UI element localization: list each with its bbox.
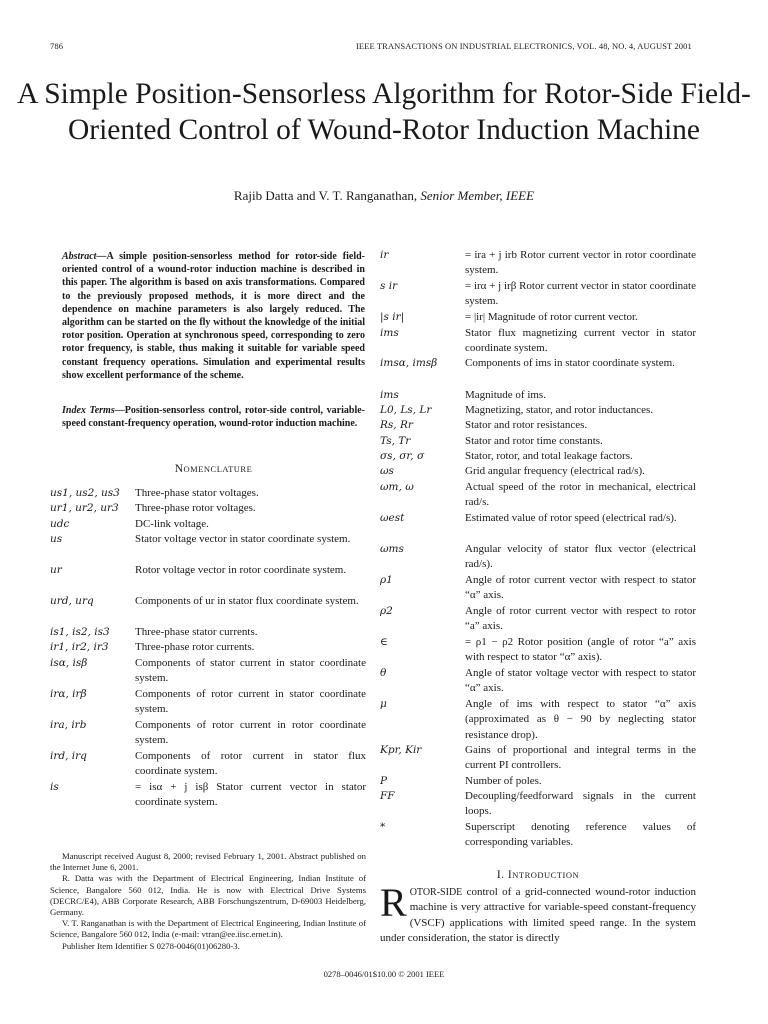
nomenclature-definition: Three-phase rotor currents. [135,641,255,653]
nomenclature-symbol: isα, isβ [50,657,88,669]
section-heading-introduction [380,869,696,881]
nomenclature-definition: Estimated value of rotor speed (electrical rad/s). [465,512,677,524]
intro-lead-caps: OTOR-SIDE [409,887,463,898]
nomenclature-definition: Actual speed of the rotor in mechanical, electrical rad/s. [465,481,696,509]
author-grade: Senior Member, IEEE [420,188,535,203]
nomenclature-symbol: ωm, ω [380,481,414,493]
footnote-publisher-id: Publisher Item Identifier S 0278-0046(01)06280-3. [62,940,240,951]
nomenclature-definition: Number of poles. [465,775,542,787]
nomenclature-symbol: ρ1 [380,574,393,586]
nomenclature-symbol: us [50,533,63,545]
nomenclature-definition: Three-phase rotor voltages. [135,502,256,514]
nomenclature-definition: = isα + j isβ Stator current vector in stator coordinate system. [135,781,366,809]
footnotes [50,851,366,952]
nomenclature-definition: Decoupling/feedforward signals in the current loops. [465,790,696,818]
nomenclature-symbol: θ [380,667,387,679]
nomenclature-definition: Stator flux magnetizing current vector in stator coordinate system. [465,327,696,355]
nomenclature-definition: Gains of proportional and integral terms in the current PI controllers. [465,744,696,772]
section-heading-initial: I [507,869,513,881]
nomenclature-symbol: is [50,781,59,793]
nomenclature-definition: Components of ims in stator coordinate system. [465,357,675,369]
nomenclature-symbol: ωms [380,543,404,555]
index-terms-text: Position-sensorless control, rotor-side control, variable-speed constant-frequency operation, wound-rotor induction machine. [62,405,365,430]
nomenclature-symbol: * [380,821,386,833]
nomenclature-heading-rest: OMENCLATURE [183,464,253,474]
nomenclature-symbol: Ts, Tr [380,435,411,447]
nomenclature-symbol: ωest [380,512,405,524]
nomenclature-definition: Components of stator current in stator coordinate system. [135,657,366,685]
nomenclature-definition: Angle of stator voltage vector with respect to stator “α” axis. [465,667,696,695]
nomenclature-definition: Magnitude of ims. [465,389,546,401]
page-number: 786 [50,41,64,51]
nomenclature-symbol: ur1, ur2, ur3 [50,502,119,514]
footnote-author-ranganathan: V. T. Ranganathan is with the Department of Electrical Engineering, Indian Institute of Science, Bangalore 560 012, India (e-mail: vtran@ee.iisc.ernet.in). [50,918,366,940]
nomenclature-symbol: μ [380,698,387,710]
nomenclature-symbol: ρ2 [380,605,393,617]
nomenclature-symbol: us1, us2, us3 [50,487,120,499]
nomenclature-symbol: ims [380,389,399,401]
footnote-author-datta: R. Datta was with the Department of Electrical Engineering, Indian Institute of Science, Bangalore 560 012, India. He is now with Electrical Drive Systems (DECRC/E4), ABB Corporate Research, ABB Forschungszentrum, D-69003 Heidelberg, Germany. [50,873,366,918]
nomenclature-definition: Angular velocity of stator flux vector (electrical rad/s). [465,543,696,571]
nomenclature-definition: Superscript denoting reference values of corresponding variables. [465,821,696,849]
nomenclature-symbol: is1, is2, is3 [50,626,110,638]
abstract-label: Abstract— [62,251,107,262]
index-terms-label: Index Terms— [62,405,125,416]
section-heading-rest: NTRODUCTION [512,870,580,880]
nomenclature-symbol: irα, irβ [50,688,87,700]
nomenclature-heading-initial: N [174,463,184,475]
nomenclature-definition: Stator and rotor time constants. [465,435,603,447]
nomenclature-symbol: ir1, ir2, ir3 [50,641,109,653]
nomenclature-symbol: P [380,775,388,787]
paper-title: A Simple Position-Sensorless Algorithm for Rotor-Side Field-Oriented Control of Wound-Rotor Induction Machine [17,78,751,146]
abstract [62,250,365,382]
nomenclature-symbol: imsα, imsβ [380,357,438,369]
nomenclature-symbol: ∈ [380,636,388,648]
author-names: Rajib Datta and V. T. Ranganathan [233,188,414,203]
nomenclature-symbol: Rs, Rr [380,419,413,431]
authors: Rajib Datta and V. T. Ranganathan, Senior Member, IEEE [233,188,535,203]
nomenclature-definition: Magnetizing, stator, and rotor inductances. [465,404,654,416]
nomenclature-symbol: ωs [380,465,394,477]
nomenclature-definition: Components of rotor current in rotor coordinate system. [135,719,366,747]
running-header: IEEE TRANSACTIONS ON INDUSTRIAL ELECTRONICS, VOL. 48, NO. 4, AUGUST 2001 [356,41,692,51]
nomenclature-symbol: σs, σr, σ [380,450,425,462]
nomenclature-symbol: urd, urq [50,595,94,607]
drop-cap: R [380,880,407,925]
section-numeral: I. [496,869,505,881]
nomenclature-definition: Angle of rotor current vector with respect to rotor “a” axis. [465,605,696,633]
nomenclature-symbol: L0, Ls, Lr [380,404,432,416]
nomenclature-definition: = ρ1 − ρ2 Rotor position (angle of rotor “a” axis with respect to stator “α” axis). [465,636,696,664]
nomenclature-symbol: s ir [380,280,398,292]
nomenclature-symbol: Kpr, Kir [380,744,422,756]
nomenclature-symbol: ir [380,249,389,261]
index-terms [62,404,365,430]
nomenclature-symbol: ira, irb [50,719,87,731]
nomenclature-definition: Stator voltage vector in stator coordinate system. [135,533,351,545]
abstract-text: A simple position-sensorless method for rotor-side field-oriented control of a wound-rotor induction machine is described in this paper. The algorithm is based on axis transformations. Compared to the previously proposed methods, it is more direct and the dependence on machine parameters is also largely reduced. The algorithm can be started on the fly without the knowledge of the initial rotor position. Operation at synchronous speed, corresponding to zero rotor frequency, is stable, thus making it suitable for variable speed constant frequency operations. Simulation and experimental results show excellent performance of the scheme. [62,251,365,381]
introduction-paragraph [380,880,696,946]
nomenclature-definition: Stator, rotor, and total leakage factors. [465,450,633,462]
nomenclature-symbol: ur [50,564,62,576]
nomenclature-definition: Components of ur in stator flux coordinate system. [135,595,359,607]
nomenclature-symbol: |s ir| [380,311,405,323]
nomenclature-definition: Rotor voltage vector in rotor coordinate system. [135,564,347,576]
nomenclature-symbol: FF [380,790,395,802]
nomenclature-definition: Angle of ims with respect to stator “α” axis (approximated as θ − 90 by neglecting stator resistance drop). [465,698,696,741]
nomenclature-definition: Three-phase stator voltages. [135,487,259,499]
nomenclature-symbol: ird, irq [50,750,87,762]
footnote-received: Manuscript received August 8, 2000; revised February 1, 2001. Abstract published on the Internet June 6, 2001. [50,851,366,873]
nomenclature-definition: Three-phase stator currents. [135,626,258,638]
nomenclature-definition: = ira + j irb Rotor current vector in rotor coordinate system. [465,249,696,277]
nomenclature-definition: = irα + j irβ Rotor current vector in stator coordinate system. [465,280,696,308]
nomenclature-definition: Stator and rotor resistances. [465,419,588,431]
nomenclature-definition: = |ir| Magnitude of rotor current vector. [465,311,638,323]
nomenclature-definition: Angle of rotor current vector with respect to stator “α” axis. [465,574,696,602]
nomenclature-definition: Grid angular frequency (electrical rad/s). [465,465,645,477]
nomenclature-symbol: ims [380,327,399,339]
intro-text: control of a grid-connected wound-rotor induction machine is very attractive for variable-speed constant-frequency (VSCF) applications with limited speed range. In the system under consideration, the stator is directly [380,886,696,944]
nomenclature-definition: Components of rotor current in stator coordinate system. [135,688,366,716]
nomenclature-definition: Components of rotor current in stator flux coordinate system. [135,750,366,778]
nomenclature-symbol: udc [50,518,70,530]
nomenclature-definition: DC-link voltage. [135,518,209,530]
copyright-footer: 0278–0046/01$10.00 © 2001 IEEE [323,969,445,979]
nomenclature-heading [62,463,365,475]
